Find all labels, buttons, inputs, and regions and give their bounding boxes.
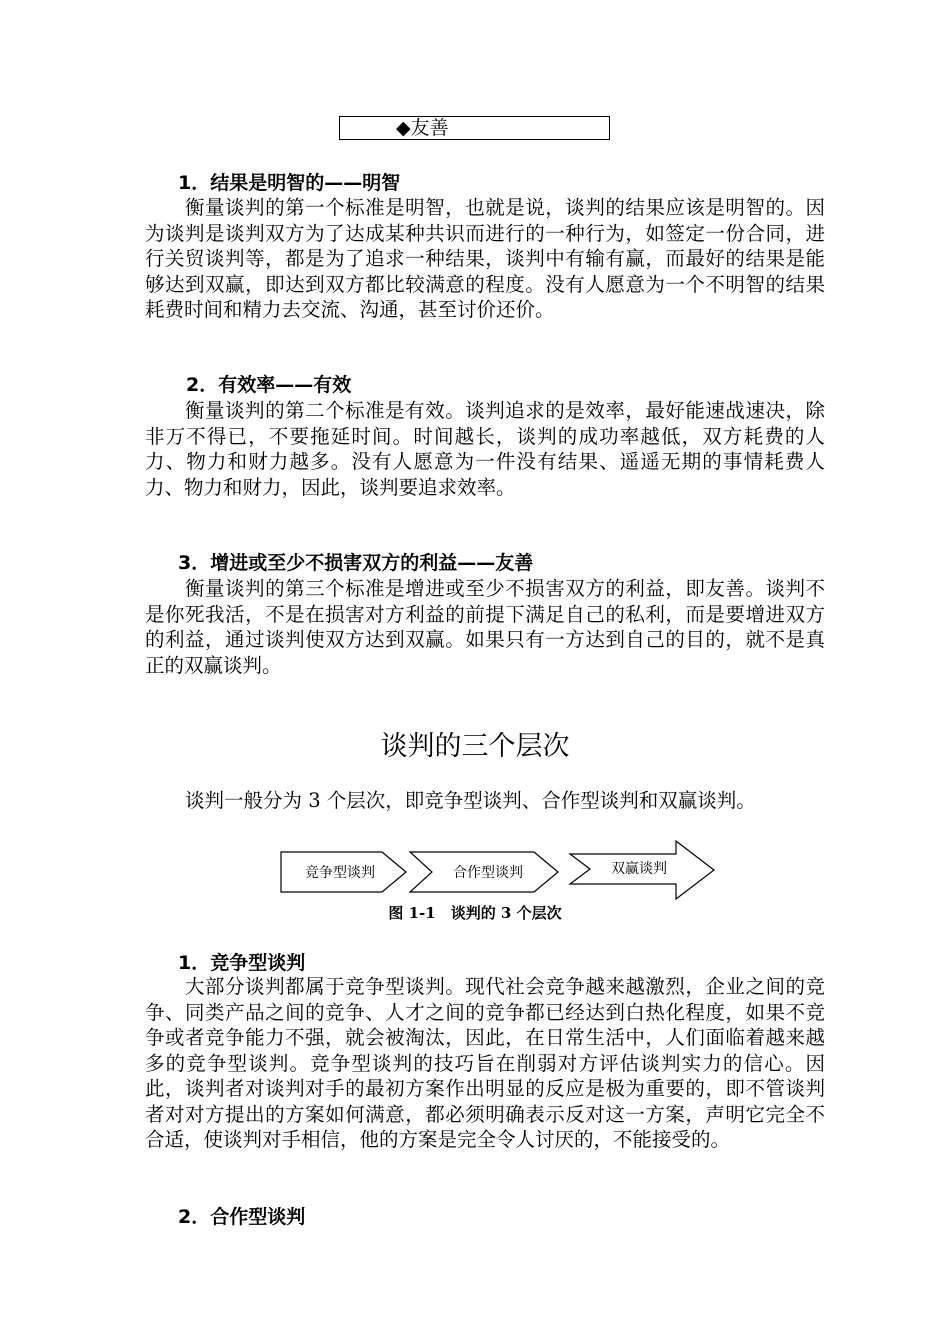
intro-paragraph: 谈判一般分为 3 个层次，即竞争型谈判、合作型谈判和双赢谈判。 <box>185 789 756 812</box>
boxed-heading-text: ◆友善 <box>396 117 449 139</box>
diagram-step-winwin: 双赢谈判 <box>611 861 667 877</box>
paragraph-efficient: 衡量谈判的第二个标准是有效。谈判追求的是效率，最好能速战速决，除非万不得已，不要拖延时间。时间越长，谈判的成功率越低，双方耗费的人力、物力和财力越多。没有人愿意为一件没有结果、遥遥无期的事情耗费人力、物力和财力，因此，谈判要追求效率。 <box>145 399 825 499</box>
figure-caption: 图 1-1 谈判的 3 个层次 <box>388 904 562 922</box>
main-title: 谈判的三个层次 <box>380 731 570 762</box>
section-heading-wise: 1．结果是明智的——明智 <box>178 172 401 194</box>
section-heading-competitive: 1．竞争型谈判 <box>178 952 306 974</box>
paragraph-competitive: 大部分谈判都属于竞争型谈判。现代社会竞争越来越激烈，企业之间的竞争、同类产品之间的竞争、人才之间的竞争都已经达到白热化程度，如果不竞争或者竞争能力不强，就会被淘汰，因此，在日常生活中，人们面临着越来越多的竞争型谈判。竞争型谈判的技巧旨在削弱对方评估谈判实力的信心。因此，谈判者对谈判对手的最初方案作出明显的反应是极为重要的，即不管谈判者对对方提出的方案如何满意，都必须明确表示反对这一方案，声明它完全不合适，使谈判对手相信，他的方案是完全令人讨厌的，不能接受的。 <box>145 975 825 1151</box>
diagram-step-cooperative: 合作型谈判 <box>453 865 523 881</box>
paragraph-wise: 衡量谈判的第一个标准是明智，也就是说，谈判的结果应该是明智的。因为谈判是谈判双方为了达成某种共识而进行的一种行为，如签定一份合同，进行关贸谈判等，都是为了追求一种结果，谈判中有输有赢，而最好的结果是能够达到双赢，即达到双方都比较满意的程度。没有人愿意为一个不明智的结果耗费时间和精力去交流、沟通，甚至讨价还价。 <box>145 196 825 321</box>
diagram-step-competitive: 竞争型谈判 <box>305 865 375 881</box>
boxed-heading-friendly <box>339 116 610 140</box>
section-heading-cooperative: 2．合作型谈判 <box>178 1206 306 1228</box>
paragraph-friendly: 衡量谈判的第三个标准是增进或至少不损害双方的利益，即友善。谈判不是你死我活，不是在损害对方利益的前提下满足自己的私利，而是要增进双方的利益，通过谈判使双方达到双赢。如果只有一方达到自己的目的，就不是真正的双赢谈判。 <box>145 577 825 677</box>
section-heading-efficient: 2．有效率——有效 <box>186 374 352 396</box>
three-levels-diagram <box>276 838 721 900</box>
section-heading-friendly: 3．增进或至少不损害双方的利益——友善 <box>178 552 534 574</box>
